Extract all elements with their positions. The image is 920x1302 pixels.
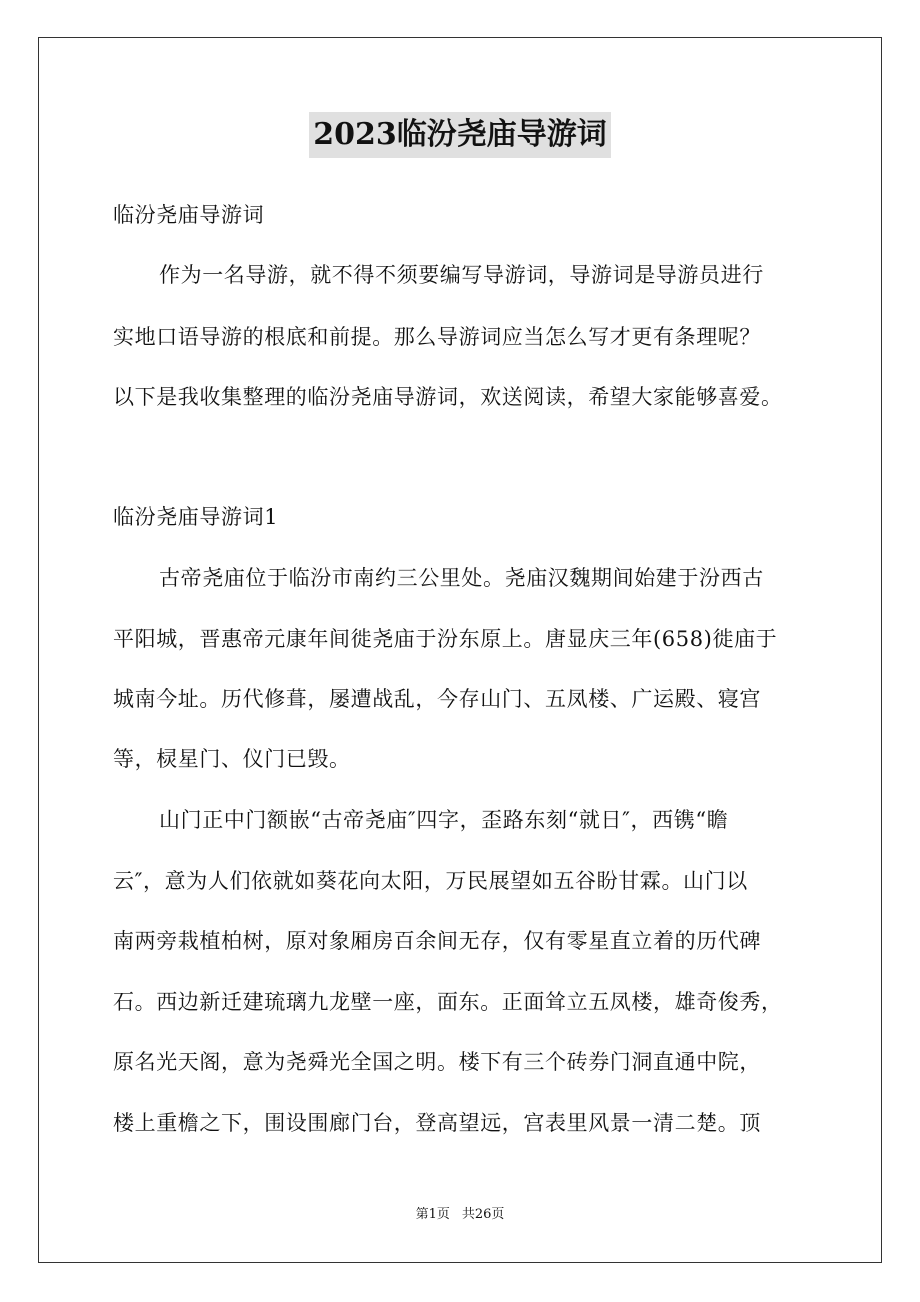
page-footer (0, 1205, 920, 1225)
section-heading: 临汾尧庙导游词1 (113, 505, 279, 529)
paragraph-line: 平阳城，晋惠帝元康年间徙尧庙于汾东原上。唐显庆三年(658)徙庙于 (113, 627, 778, 651)
section-heading: 临汾尧庙导游词 (113, 203, 265, 227)
paragraph-line: 山门正中门额嵌“古帝尧庙″四字，歪路东刻“就日″，西镌“瞻 (159, 808, 729, 832)
paragraph-line: 作为一名导游，就不得不须要编写导游词，导游词是导游员进行 (159, 263, 764, 287)
paragraph-line: 原名光天阁，意为尧舜光全国之明。楼下有三个砖券门洞直通中院， (113, 1050, 761, 1074)
paragraph-line: 等，棂星门、仪门已毁。 (113, 747, 351, 771)
paragraph-line: 云″，意为人们依就如葵花向太阳，万民展望如五谷盼甘霖。山门以 (113, 869, 748, 893)
paragraph-line: 以下是我收集整理的临汾尧庙导游词，欢送阅读，希望大家能够喜爱。 (113, 385, 783, 409)
paragraph-line: 南两旁栽植柏树，原对象厢房百余间无存，仅有零星直立着的历代碑 (113, 929, 761, 953)
paragraph-line: 古帝尧庙位于临汾市南约三公里处。尧庙汉魏期间始建于汾西古 (159, 566, 764, 590)
page-number: 第1页 (415, 1207, 450, 1222)
paragraph-line: 石。西边新迁建琉璃九龙壁一座，面东。正面耸立五凤楼，雄奇俊秀， (113, 990, 783, 1014)
document-title (0, 112, 920, 158)
document-title-text: 2023临汾尧庙导游词 (309, 112, 611, 158)
page-total: 共26页 (461, 1207, 505, 1222)
paragraph-line: 实地口语导游的根底和前提。那么导游词应当怎么写才更有条理呢？ (113, 325, 761, 349)
paragraph-line: 城南今址。历代修葺，屡遭战乱，今存山门、五凤楼、广运殿、寝宫 (113, 687, 761, 711)
paragraph-line: 楼上重檐之下，围设围廊门台，登高望远，宫表里风景一清二楚。顶 (113, 1111, 761, 1135)
